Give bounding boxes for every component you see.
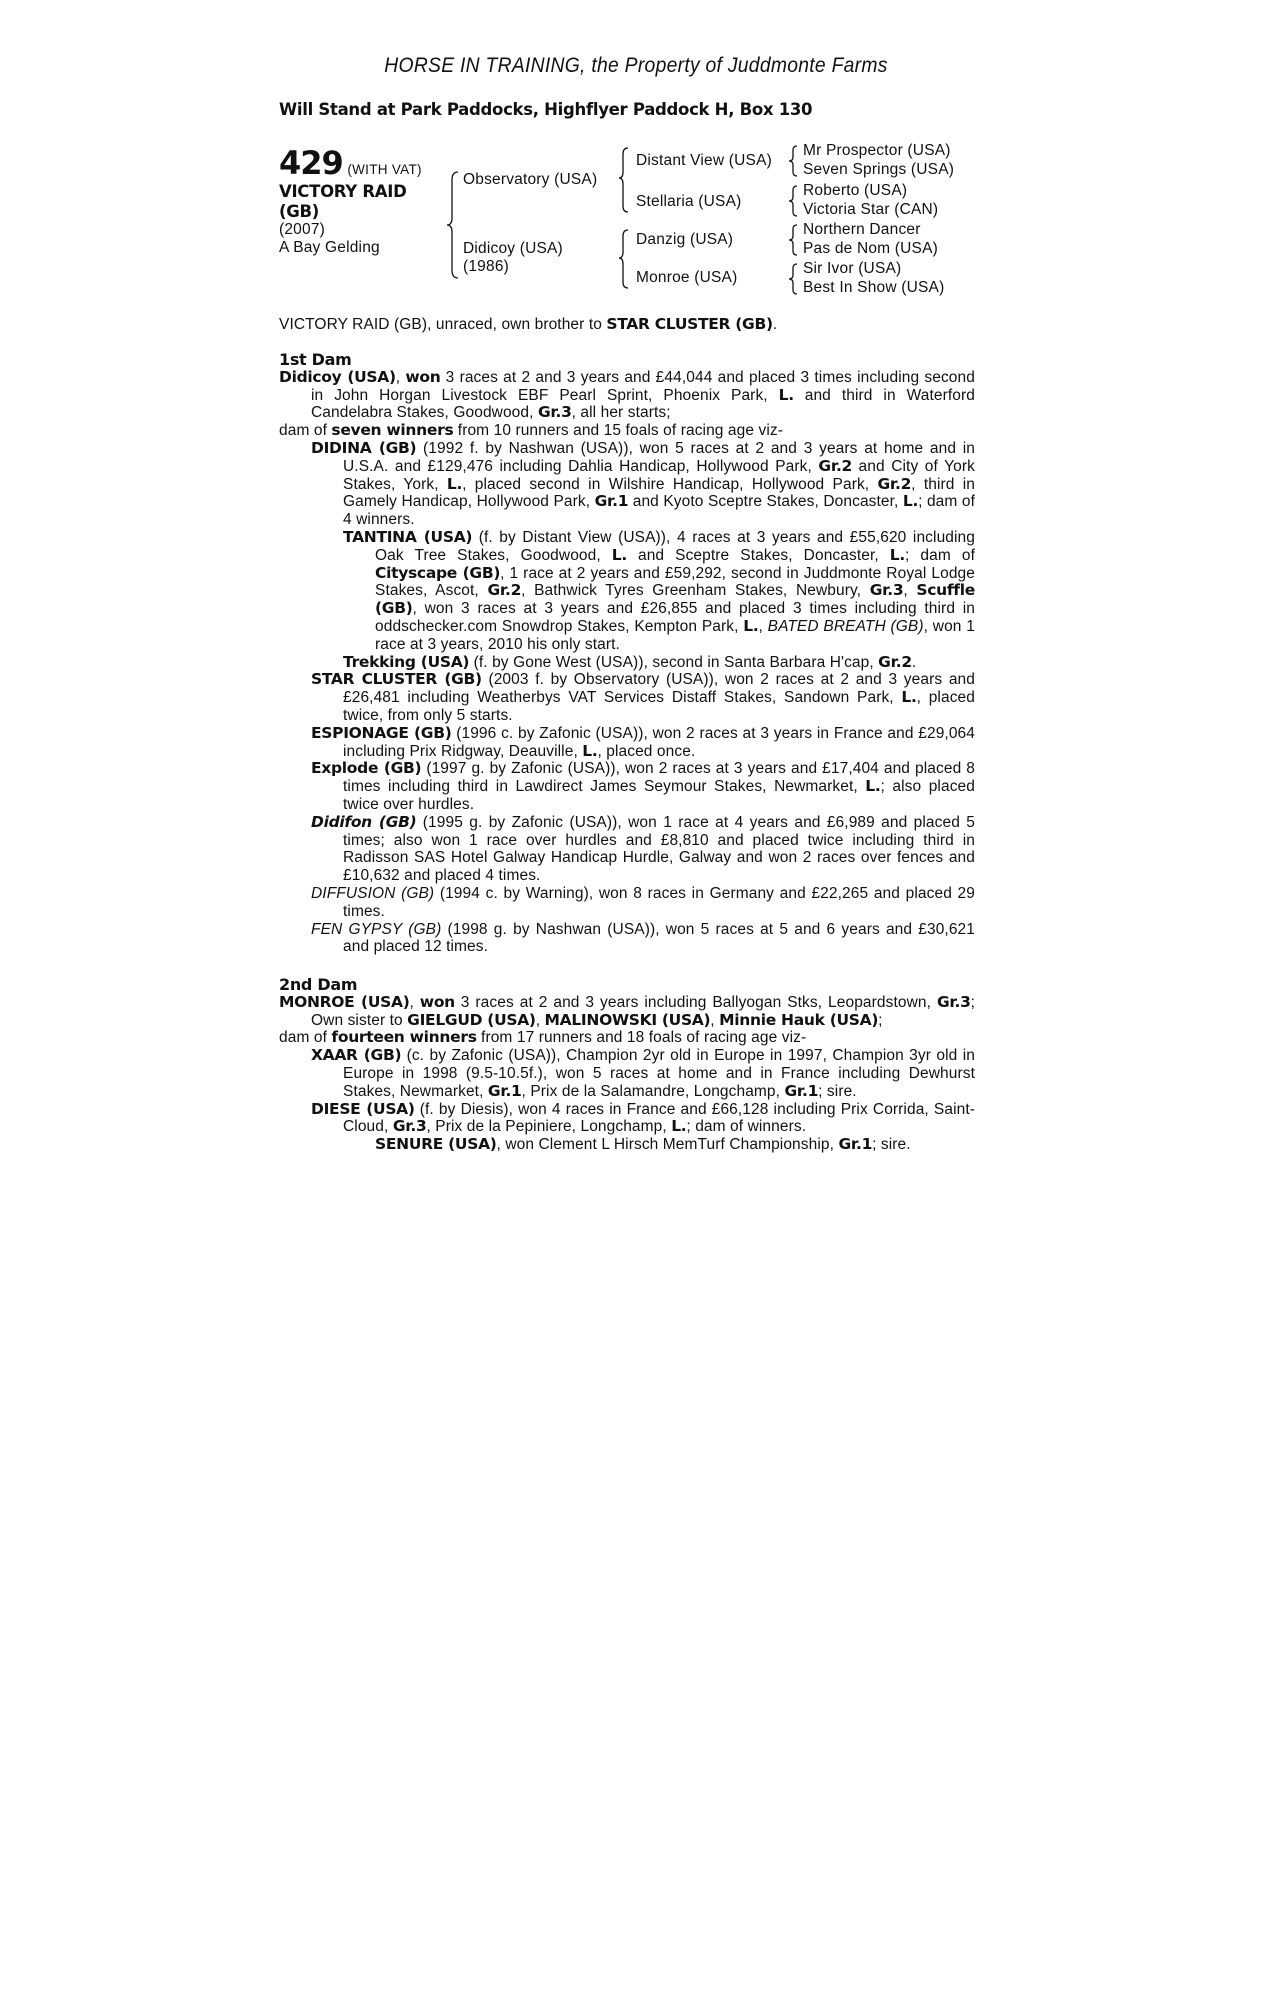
- stand-location: Will Stand at Park Paddocks, Highflyer Paddock H, Box 130: [279, 100, 813, 119]
- pedigree-dd: Monroe (USA): [636, 269, 738, 286]
- produce-diese: DIESE (USA) (f. by Diesis), won 4 races in France and £66,128 including Prix Corrida, Saint-Cloud, Gr.3, Prix de la Pepiniere, Longchamp, L.; dam of winners.: [311, 1099, 976, 1136]
- pedigree-sds: Roberto (USA): [803, 182, 908, 199]
- produce-senure: SENURE (USA), won Clement L Hirsch MemTurf Championship, Gr.1; sire.: [375, 1135, 911, 1154]
- horse-name: VICTORY RAID: [279, 182, 407, 201]
- pedigree-brace-dd: [788, 262, 802, 296]
- lot-number: 429: [279, 144, 343, 182]
- produce-tantina: TANTINA (USA) (f. by Distant View (USA)), 4 races at 3 years and £55,620 including Oak Tree Stakes, Goodwood, L. and Sceptre Stakes, Doncaster, L.; dam of Cityscape (GB), 1 race at 2 years and £59,292, second in Juddmonte Royal Lodge Stakes, Ascot, Gr.2, Bathwick Tyres Greenham Stakes, Newbury, Gr.3, Scuffle (GB), won 3 races at 3 years and £26,855 and placed 3 times including third in oddschecker.com Snowdrop Stakes, Kempton Park, L., BATED BREATH (GB), won 1 race at 3 years, 2010 his only start.: [343, 527, 976, 653]
- pedigree-dds: Sir Ivor (USA): [803, 260, 902, 277]
- produce-espionage: ESPIONAGE (GB) (1996 c. by Zafonic (USA)), won 2 races at 3 years in France and £29,064 including Prix Ridgway, Deauville, L., placed once.: [311, 723, 975, 760]
- pedigree-ssd: Seven Springs (USA): [803, 161, 955, 178]
- first-dam-record: Didicoy (USA), won 3 races at 2 and 3 years and £44,044 and placed 3 times including second in John Horgan Livestock EBF Pearl Sprint, Phoenix Park, L. and third in Waterford Candelabra Stakes, Goodwood, Gr.3, all her starts;: [279, 367, 975, 422]
- pedigree-sire: Observatory (USA): [463, 171, 598, 188]
- pedigree-sss: Mr Prospector (USA): [803, 142, 951, 159]
- pedigree-dsd: Pas de Nom (USA): [803, 240, 938, 257]
- lot-number-line: [279, 144, 422, 182]
- pedigree-dam: Didicoy (USA): [463, 240, 563, 257]
- horse-year: (2007): [279, 221, 326, 238]
- second-dam-record: MONROE (USA), won 3 races at 2 and 3 years including Ballyogan Stks, Leopardstown, Gr.3; Own sister to GIELGUD (USA), MALINOWSKI (USA), Minnie Hauk (USA);: [279, 992, 975, 1029]
- pedigree-brace-sd: [788, 184, 802, 218]
- pedigree-dss: Northern Dancer: [803, 221, 921, 238]
- produce-didifon: Didifon (GB) (1995 g. by Zafonic (USA)), won 1 race at 4 years and £6,989 and placed 5 times; also won 1 race over hurdles and £8,810 and placed twice including third in Radisson SAS Hotel Galway Handicap Hurdle, Galway and won 2 races over fences and £10,632 and placed 4 times.: [311, 812, 975, 885]
- pedigree-brace-ss: [788, 144, 802, 178]
- lot-vat: (WITH VAT): [347, 162, 422, 177]
- horse-description: A Bay Gelding: [279, 239, 380, 256]
- first-dam-section: [279, 351, 975, 956]
- pedigree-dam-year: (1986): [463, 258, 510, 275]
- pedigree-sd: Stellaria (USA): [636, 193, 742, 210]
- produce-explode: Explode (GB) (1997 g. by Zafonic (USA)), won 2 races at 3 years and £17,404 and placed 8 times including third in Lawdirect James Seymour Stakes, Newmarket, L.; also placed twice over hurdles.: [311, 759, 975, 813]
- produce-xaar: XAAR (GB) (c. by Zafonic (USA)), Champion 2yr old in Europe in 1997, Champion 3yr old in Europe in 1998 (9.5-10.5f.), won 5 races at home and in France including Dewhurst Stakes, Newmarket, Gr.1, Prix de la Salamandre, Longchamp, Gr.1; sire.: [311, 1046, 975, 1100]
- pedigree-sdd: Victoria Star (CAN): [803, 201, 939, 218]
- pedigree-brace-ds: [788, 223, 802, 257]
- pedigree-brace-sire: [618, 146, 634, 216]
- produce-diffusion: DIFFUSION (GB) (1994 c. by Warning), won 8 races in Germany and £22,265 and placed 29 times.: [311, 884, 975, 920]
- second-dam-summary: dam of fourteen winners from 17 runners and 18 foals of racing age viz-: [279, 1028, 807, 1047]
- page-title: HORSE IN TRAINING, the Property of Juddmonte Farms: [384, 54, 888, 77]
- first-dam-summary: dam of seven winners from 10 runners and 15 foals of racing age viz-: [279, 421, 784, 440]
- pedigree-ss: Distant View (USA): [636, 152, 772, 169]
- pedigree-ds: Danzig (USA): [636, 231, 734, 248]
- first-dam-heading: 1st Dam: [279, 350, 352, 369]
- produce-star-cluster: STAR CLUSTER (GB) (2003 f. by Observatory (USA)), won 2 races at 2 and 3 years and £26,481 including Weatherbys VAT Services Distaff Stakes, Sandown Park, L., placed twice, from only 5 starts.: [311, 670, 975, 724]
- produce-fen-gypsy: FEN GYPSY (GB) (1998 g. by Nashwan (USA)), won 5 races at 5 and 6 years and £30,621 and placed 12 times.: [311, 920, 975, 956]
- horse-suffix: (GB): [279, 202, 320, 221]
- second-dam-section: [279, 976, 975, 1154]
- produce-didina: DIDINA (GB) (1992 f. by Nashwan (USA)), won 5 races at 2 and 3 years at home and in U.S.A. and £129,476 including Dahlia Handicap, Hollywood Park, Gr.2 and City of York Stakes, York, L., placed second in Wilshire Handicap, Hollywood Park, Gr.2, third in Gamely Handicap, Hollywood Park, Gr.1 and Kyoto Sceptre Stakes, Doncaster, L.; dam of 4 winners.: [311, 438, 976, 529]
- second-dam-heading: 2nd Dam: [279, 975, 358, 994]
- produce-trekking: Trekking (USA) (f. by Gone West (USA)), second in Santa Barbara H'cap, Gr.2.: [343, 652, 917, 671]
- pedigree-brace-dam: [618, 228, 634, 292]
- pedigree-ddd: Best In Show (USA): [803, 279, 945, 296]
- intro-line: VICTORY RAID (GB), unraced, own brother to STAR CLUSTER (GB).: [279, 315, 778, 333]
